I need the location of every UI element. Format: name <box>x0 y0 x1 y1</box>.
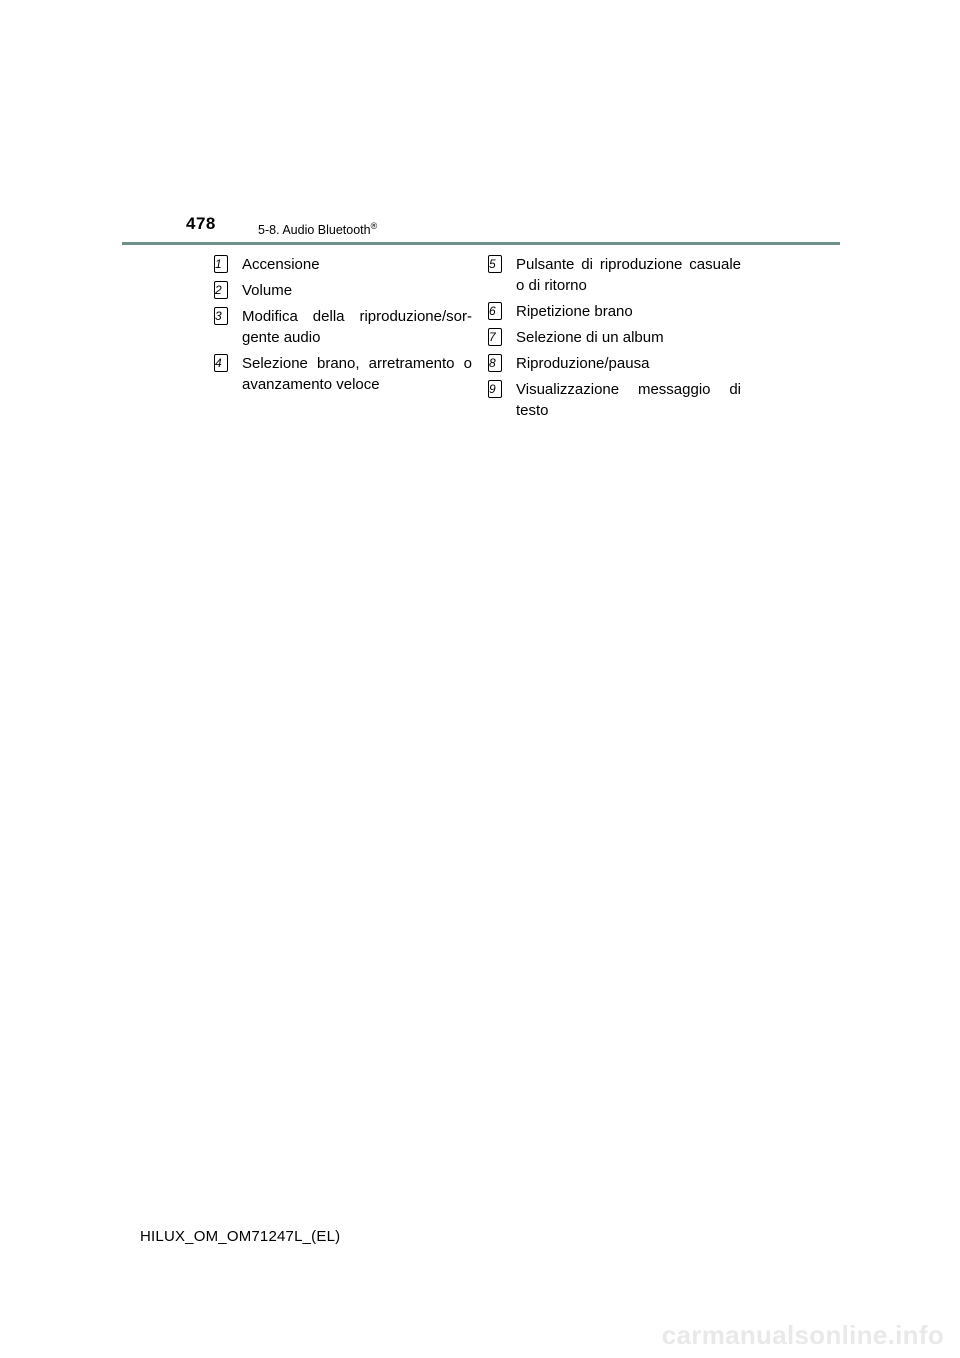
callout-number-icon: 2 <box>214 281 228 299</box>
callout-number-icon: 4 <box>214 354 228 372</box>
callout-number-icon: 7 <box>488 328 502 346</box>
legend-item-text: Ripetizione brano <box>516 303 633 320</box>
legend-item-text: Pulsante di riproduzione casuale o di ritorno <box>516 256 741 294</box>
callout-number-icon: 8 <box>488 354 502 372</box>
legend-item <box>488 379 741 421</box>
page-number: 478 <box>186 214 216 233</box>
legend-item-text: Visualizzazione messaggio di testo <box>516 381 741 419</box>
legend-item-text: Accensione <box>242 256 320 273</box>
legend-item-text: Modifica della riproduzione/sor-gente audio <box>242 308 472 346</box>
legend-item <box>214 280 472 301</box>
legend-item-text: Selezione brano, arretramento o avanzamento veloce <box>242 355 472 393</box>
callout-number-icon: 3 <box>214 307 228 325</box>
watermark[interactable]: carmanualsonline.info <box>661 1320 944 1350</box>
legend-item-text: Selezione di un album <box>516 329 664 346</box>
document-code: HILUX_OM_OM71247L_(EL) <box>140 1228 341 1245</box>
section-title-text: 5-8. Audio Bluetooth <box>258 223 371 237</box>
legend-item <box>488 327 741 348</box>
callout-number-icon: 1 <box>214 255 228 273</box>
legend-item <box>214 306 472 348</box>
header-rule <box>122 242 840 245</box>
legend-item <box>488 301 741 322</box>
legend-item <box>488 353 741 374</box>
callout-number-icon: 5 <box>488 255 502 273</box>
legend-item-text: Volume <box>242 282 293 299</box>
legend-column-right <box>488 254 741 426</box>
legend-column-left <box>214 254 472 400</box>
legend-item-text: Riproduzione/pausa <box>516 355 650 372</box>
legend-item <box>488 254 741 296</box>
legend-item <box>214 353 472 395</box>
callout-number-icon: 6 <box>488 302 502 320</box>
legend-item <box>214 254 472 275</box>
callout-number-icon: 9 <box>488 380 502 398</box>
registered-mark: ® <box>370 221 378 231</box>
section-title <box>258 221 377 237</box>
